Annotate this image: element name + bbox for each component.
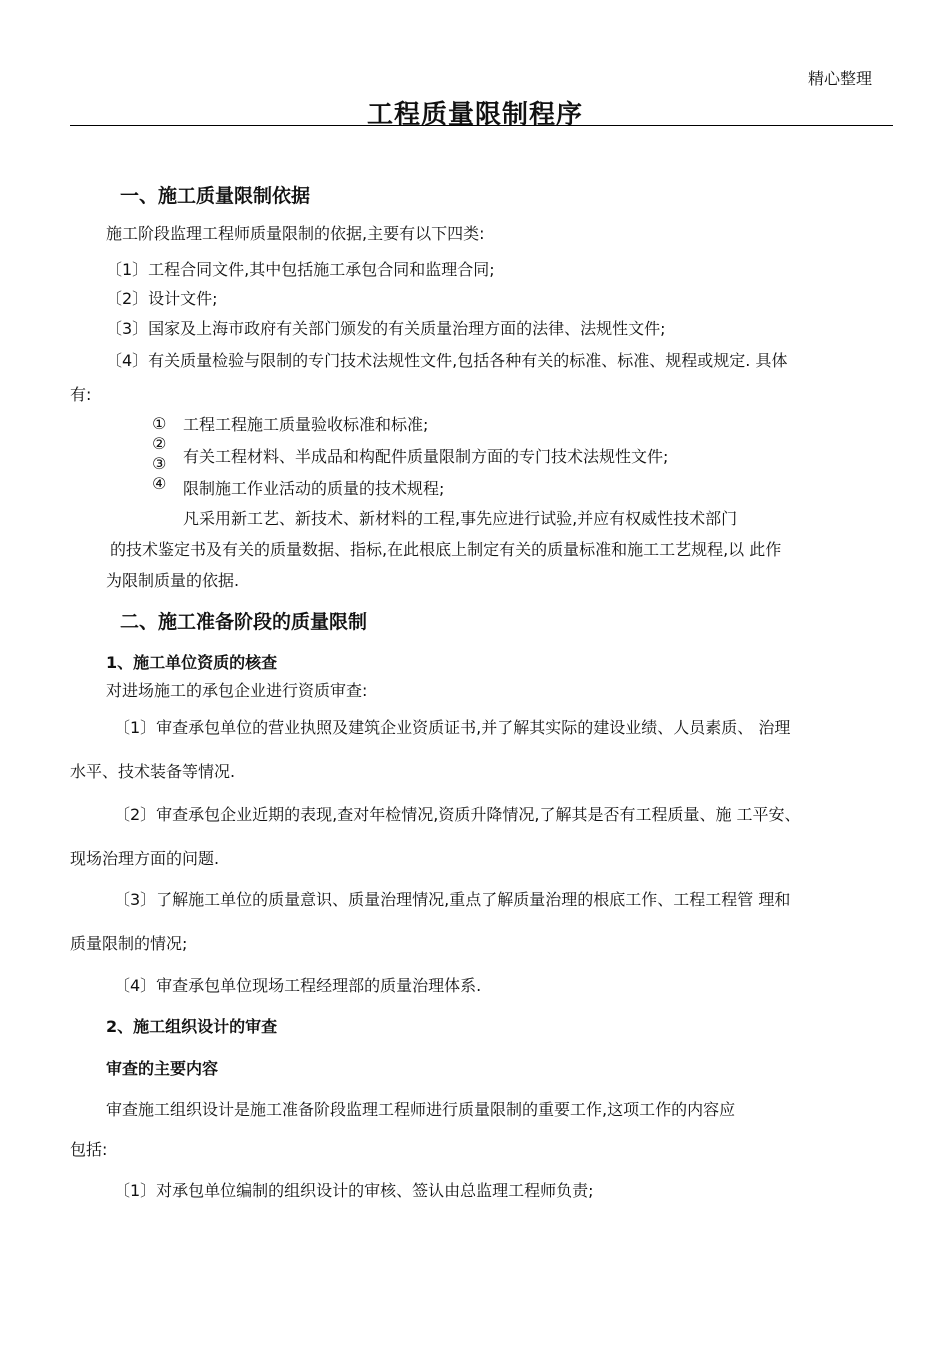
paragraph-line: 水平、技术装备等情况.: [70, 762, 236, 781]
section1-item: 〔4〕有关质量检验与限制的专门技术法规性文件,包括各种有关的标准、标准、规程或规定. 具体: [106, 351, 788, 370]
header-note: 精心整理: [808, 69, 873, 88]
paragraph-line: 质量限制的情况;: [70, 934, 188, 953]
section1-subitem: 工程工程施工质量验收标准和标准;: [183, 415, 429, 434]
section2-heading: 二、施工准备阶段的质量限制: [120, 611, 368, 633]
page-title: 工程质量限制程序: [366, 100, 583, 130]
section1-item: 〔3〕国家及上海市政府有关部门颁发的有关质量治理方面的法律、法规性文件;: [106, 319, 666, 338]
subsection-heading: 2、施工组织设计的审查: [106, 1017, 278, 1036]
section1-note-line: 凡采用新工艺、新技术、新材料的工程,事先应进行试验,并应有权威性技术部门: [183, 509, 738, 528]
paragraph-line: 〔3〕了解施工单位的质量意识、质量治理情况,重点了解质量治理的根底工作、工程工程管 理和: [114, 890, 791, 909]
paragraph-line: 〔1〕审查承包单位的营业执照及建筑企业资质证书,并了解其实际的建设业绩、人员素质、 治理: [114, 718, 791, 737]
section1-heading: 一、施工质量限制依据: [120, 185, 311, 207]
list-marker: ②: [152, 434, 167, 453]
list-marker: ④: [152, 474, 167, 493]
section1-subitem: 限制施工作业活动的质量的技术规程;: [183, 479, 445, 498]
paragraph-line: 审查施工组织设计是施工准备阶段监理工程师进行质量限制的重要工作,这项工作的内容应: [106, 1100, 736, 1119]
section1-item: 〔1〕工程合同文件,其中包括施工承包合同和监理合同;: [106, 260, 495, 279]
subsection-subheading: 审查的主要内容: [106, 1059, 219, 1078]
paragraph-line: 〔1〕对承包单位编制的组织设计的审核、签认由总监理工程师负责;: [114, 1181, 594, 1200]
paragraph-line: 现场治理方面的问题.: [70, 849, 220, 868]
paragraph-line: 〔4〕审查承包单位现场工程经理部的质量治理体系.: [114, 976, 482, 995]
list-marker: ③: [152, 454, 167, 473]
subsection-intro: 对进场施工的承包企业进行资质审查:: [106, 681, 368, 700]
section1-note-line: 的技术鉴定书及有关的质量数据、指标,在此根底上制定有关的质量标准和施工工艺规程,以 此作: [110, 540, 782, 559]
section1-intro: 施工阶段监理工程师质量限制的依据,主要有以下四类:: [106, 224, 485, 243]
title-underline: [70, 125, 893, 126]
paragraph-line: 〔2〕审查承包企业近期的表现,查对年检情况,资质升降情况,了解其是否有工程质量、施 工平安、: [114, 805, 801, 824]
section1-item: 〔2〕设计文件;: [106, 289, 218, 308]
section1-note-line: 为限制质量的依据.: [106, 571, 240, 590]
section1-subitem: 有关工程材料、半成品和构配件质量限制方面的专门技术法规性文件;: [183, 447, 669, 466]
list-marker: ①: [152, 414, 167, 433]
paragraph-line: 包括:: [70, 1140, 108, 1159]
subsection-heading: 1、施工单位资质的核查: [106, 653, 278, 672]
section1-item-continuation: 有:: [70, 385, 92, 404]
